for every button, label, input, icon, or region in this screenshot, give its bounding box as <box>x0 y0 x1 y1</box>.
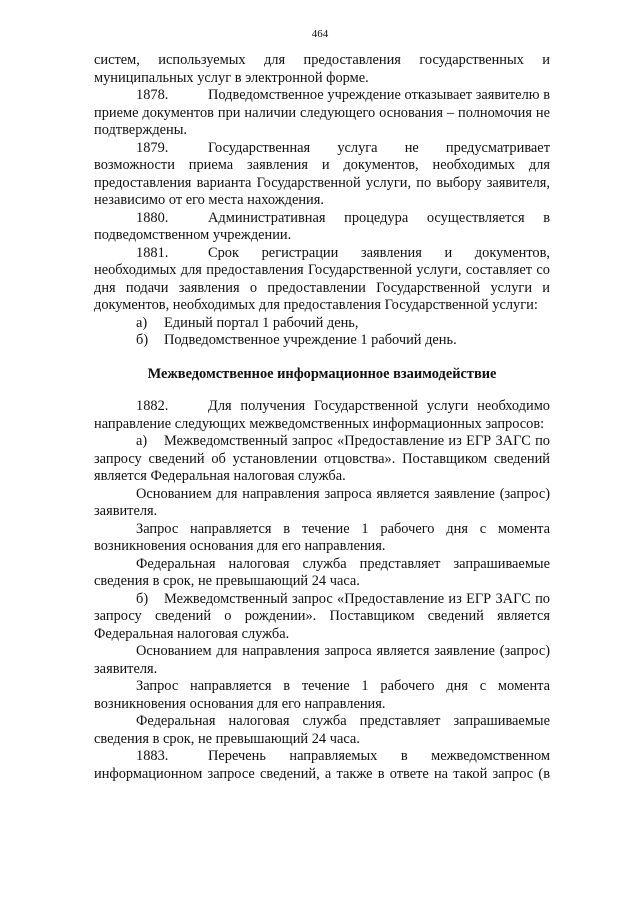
request-a-response: Федеральная налоговая служба представляет запрашиваемые сведения в срок, не превышающий 24 часа. <box>94 555 550 589</box>
paragraph-1878 <box>94 87 550 140</box>
paragraph-text: Подведомственное учреждение отказывает заявителю в приеме документов при наличии следующего основания – полномочия не подтверждены. <box>94 87 550 138</box>
list-item-a <box>94 315 550 333</box>
paragraph-number: 1879. <box>136 139 169 156</box>
document-body <box>94 52 550 783</box>
paragraph-1882 <box>94 398 550 433</box>
list-marker: а) <box>136 314 148 331</box>
paragraph-1879 <box>94 140 550 210</box>
paragraph-1883 <box>94 748 550 783</box>
paragraph-1881 <box>94 245 550 315</box>
list-item-text: Межведомственный запрос «Предоставление из ЕГР ЗАГС по запросу сведений об установлении отцовства». Поставщиком сведений является Федеральная налоговая служба. <box>94 433 550 484</box>
list-marker: а) <box>136 433 148 449</box>
paragraph-number: 1882. <box>136 398 169 414</box>
request-a <box>94 433 550 486</box>
paragraph-number: 1878. <box>136 87 169 103</box>
request-a-timing: Запрос направляется в течение 1 рабочего дня с момента возникновения основания для его направления. <box>94 520 550 554</box>
request-b-response: Федеральная налоговая служба представляет запрашиваемые сведения в срок, не превышающий 24 часа. <box>94 713 550 747</box>
paragraph-text: Для получения Государственной услуги необходимо направление следующих межведомственных информационных запросов: <box>94 398 550 432</box>
paragraph-text: Перечень направляемых в межведомственном информационном запросе сведений, а также в ответе на такой запрос (в <box>94 748 550 782</box>
list-item-text: Единый портал 1 рабочий день, <box>164 314 359 331</box>
list-item-text: Межведомственный запрос «Предоставление из ЕГР ЗАГС по запросу сведений о рождении». Поставщиком сведений является Федеральная налоговая служба. <box>94 590 550 642</box>
request-b-basis: Основанием для направления запроса является заявление (запрос) заявителя. <box>94 643 550 677</box>
section-heading: Межведомственное информационное взаимодействие <box>147 365 497 382</box>
paragraph-number: 1883. <box>136 748 169 764</box>
list-item-b <box>94 332 550 350</box>
list-item-text: Подведомственное учреждение 1 рабочий день. <box>164 332 457 348</box>
paragraph-text: Административная процедура осуществляется в подведомственном учреждении. <box>94 209 550 243</box>
list-marker: б) <box>136 590 149 607</box>
request-b-timing: Запрос направляется в течение 1 рабочего дня с момента возникновения основания для его направления. <box>94 678 550 712</box>
paragraph-text: Государственная услуга не предусматривает возможности приема заявления и документов, необходимых для предоставления варианта Государственной услуги, по выбору заявителя, независимо от его места нахождения. <box>94 139 550 208</box>
paragraph-continuation: систем, используемых для предоставления государственных и муниципальных услуг в электронной форме. <box>94 52 550 86</box>
list-marker: б) <box>136 332 149 348</box>
page-number: 464 <box>311 28 329 40</box>
paragraph-number: 1881. <box>136 244 169 261</box>
paragraph-1880 <box>94 210 550 245</box>
request-b <box>94 591 550 644</box>
paragraph-number: 1880. <box>136 209 169 226</box>
paragraph-text: Срок регистрации заявления и документов, необходимых для предоставления Государственной услуги, составляет со дня подачи заявления о предоставлении Государственной услуги и документов, необходимых для предоставления Государственной услуги: <box>94 244 550 313</box>
request-a-basis: Основанием для направления запроса является заявление (запрос) заявителя. <box>94 485 550 519</box>
